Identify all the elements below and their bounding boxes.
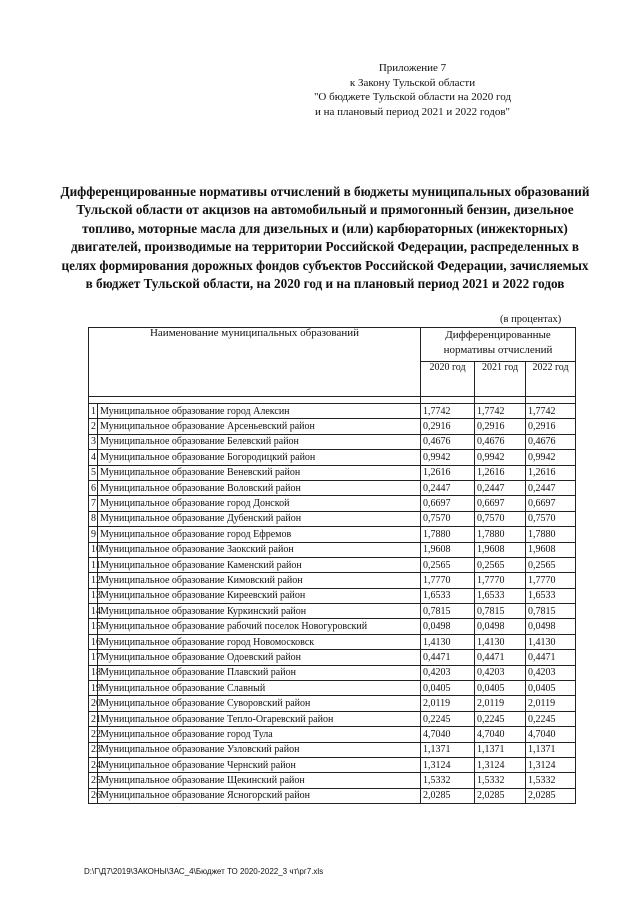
value-2022: 0,7570 [526,511,576,526]
row-name: Муниципальное образование Дубенский район [98,511,421,526]
value-2020: 0,2245 [421,711,475,726]
value-2022: 4,7040 [526,727,576,742]
value-2021: 0,4203 [475,665,526,680]
row-number: 24 [89,757,98,772]
value-2022: 0,2245 [526,711,576,726]
value-2020: 0,9942 [421,450,475,465]
table-row [89,557,576,572]
value-2022: 0,9942 [526,450,576,465]
row-name: Муниципальное образование город Ефремов [98,527,421,542]
appendix-number: Приложение 7 [378,62,447,74]
appendix-law: к Закону Тульской области [349,76,476,89]
value-2020: 0,7570 [421,511,475,526]
table-row [89,604,576,619]
table-body [89,404,576,804]
table-row [89,619,576,634]
row-number: 13 [89,588,98,603]
row-name: Муниципальное образование Богородицкий район [98,450,421,465]
value-2021: 1,1371 [475,742,526,757]
row-name: Муниципальное образование Ясногорский район [98,788,421,803]
row-number: 26 [89,788,98,803]
value-2021: 1,2616 [475,465,526,480]
row-name: Муниципальное образование Одоевский район [98,650,421,665]
value-2021: 0,7815 [475,604,526,619]
value-2021: 4,7040 [475,727,526,742]
table-row [89,742,576,757]
value-2022: 0,0498 [526,619,576,634]
value-2021: 0,7570 [475,511,526,526]
row-number: 10 [89,542,98,557]
row-name: Муниципальное образование Тепло-Огаревский район [98,711,421,726]
row-name: Муниципальное образование Куркинский район [98,604,421,619]
table-row [89,496,576,511]
row-number: 15 [89,619,98,634]
value-2020: 0,4471 [421,650,475,665]
value-2021: 0,2916 [475,419,526,434]
value-2020: 1,7770 [421,573,475,588]
row-number: 20 [89,696,98,711]
row-number: 9 [89,527,98,542]
table-row [89,480,576,495]
row-number: 17 [89,650,98,665]
row-number: 4 [89,450,98,465]
row-name: Муниципальное образование Белевский район [98,434,421,449]
table-row [89,665,576,680]
value-2021: 1,4130 [475,634,526,649]
table-row [89,727,576,742]
table-row [89,711,576,726]
row-name: Муниципальное образование город Донской [98,496,421,511]
header-year-2021: 2021 год [475,361,526,396]
table-row [89,434,576,449]
value-2022: 1,5332 [526,773,576,788]
value-2020: 0,2916 [421,419,475,434]
row-number: 6 [89,480,98,495]
value-2020: 0,2447 [421,480,475,495]
row-number: 8 [89,511,98,526]
value-2021: 0,0405 [475,681,526,696]
table-row [89,527,576,542]
value-2022: 0,7815 [526,604,576,619]
value-2021: 0,4676 [475,434,526,449]
value-2022: 0,4203 [526,665,576,680]
row-name: Муниципальное образование рабочий поселок Новогуровский [98,619,421,634]
table-row [89,573,576,588]
value-2020: 0,6697 [421,496,475,511]
value-2021: 0,2245 [475,711,526,726]
appendix-law-title-1: "О бюджете Тульской области на 2020 год [313,91,512,103]
value-2022: 1,7770 [526,573,576,588]
row-number: 3 [89,434,98,449]
row-name: Муниципальное образование Веневский район [98,465,421,480]
table-row [89,681,576,696]
row-number: 16 [89,634,98,649]
row-name: Муниципальное образование Воловский район [98,480,421,495]
value-2021: 0,2447 [475,480,526,495]
value-2022: 0,2916 [526,419,576,434]
appendix-law-title-2: и на плановый период 2021 и 2022 годов" [314,105,511,118]
row-number: 23 [89,742,98,757]
value-2020: 2,0285 [421,788,475,803]
file-path-footer: D:\Г\Д7\2019\ЗАКОНЫ\ЗАС_4\Бюджет ТО 2020-2022_3 чт\рг7.xls [84,867,324,876]
value-2022: 0,6697 [526,496,576,511]
row-name: Муниципальное образование Суворовский район [98,696,421,711]
row-name: Муниципальное образование Заокский район [98,542,421,557]
value-2020: 0,0498 [421,619,475,634]
appendix-reference [290,61,535,119]
row-number: 12 [89,573,98,588]
row-number: 5 [89,465,98,480]
table-row [89,450,576,465]
value-2021: 1,7880 [475,527,526,542]
table-row [89,757,576,772]
value-2022: 1,9608 [526,542,576,557]
table-row [89,634,576,649]
table-row [89,788,576,803]
value-2020: 1,6533 [421,588,475,603]
norms-table [88,327,576,804]
row-name: Муниципальное образование Кимовский район [98,573,421,588]
value-2020: 2,0119 [421,696,475,711]
row-name: Муниципальное образование Чернский район [98,757,421,772]
value-2021: 1,7742 [475,404,526,419]
table-row [89,511,576,526]
value-2021: 0,0498 [475,619,526,634]
table-row [89,650,576,665]
value-2021: 0,2565 [475,557,526,572]
row-name: Муниципальное образование город Алексин [98,404,421,419]
row-name: Муниципальное образование город Тула [98,727,421,742]
value-2021: 1,7770 [475,573,526,588]
table-row [89,588,576,603]
value-2022: 0,4471 [526,650,576,665]
header-year-2020: 2020 год [421,361,475,396]
value-2022: 1,4130 [526,634,576,649]
value-2022: 1,7880 [526,527,576,542]
row-name: Муниципальное образование город Новомосковск [98,634,421,649]
value-2021: 2,0119 [475,696,526,711]
header-year-2022: 2022 год [526,361,576,396]
row-number: 21 [89,711,98,726]
row-name: Муниципальное образование Славный [98,681,421,696]
table-row [89,542,576,557]
value-2020: 1,7742 [421,404,475,419]
value-2021: 1,3124 [475,757,526,772]
units-note: (в процентах) [500,314,562,325]
table-row [89,696,576,711]
value-2020: 1,7880 [421,527,475,542]
row-number: 22 [89,727,98,742]
table-row [89,465,576,480]
row-number: 18 [89,665,98,680]
table-row [89,404,576,419]
table-row [89,419,576,434]
row-name: Муниципальное образование Арсеньевский район [98,419,421,434]
document-title: Дифференцированные нормативы отчислений в бюджеты муниципальных образований Тульской области от акцизов на автомобильный и прямогонный бензин, дизельное топливо, моторные масла для дизельных и (или) карбюраторных (инжекторных) двигателей, производимые на территории Российской Федерации, распределенных в целях формирования дорожных фондов субъектов Российской Федерации, зачисляемых в бюджет Тульской области, на 2020 год и на плановый период 2021 и 2022 годов [60,184,590,292]
header-spacer-row [89,397,576,404]
row-number: 2 [89,419,98,434]
header-norms-text: Дифференцированные нормативы отчислений [443,329,553,356]
value-2022: 2,0119 [526,696,576,711]
value-2021: 1,6533 [475,588,526,603]
value-2020: 0,4203 [421,665,475,680]
value-2020: 1,5332 [421,773,475,788]
value-2020: 1,9608 [421,542,475,557]
value-2020: 0,7815 [421,604,475,619]
value-2020: 1,4130 [421,634,475,649]
value-2021: 1,5332 [475,773,526,788]
value-2021: 1,9608 [475,542,526,557]
value-2020: 0,0405 [421,681,475,696]
table-row [89,773,576,788]
value-2022: 1,1371 [526,742,576,757]
value-2021: 0,6697 [475,496,526,511]
value-2020: 0,4676 [421,434,475,449]
row-name: Муниципальное образование Узловский район [98,742,421,757]
value-2022: 0,4676 [526,434,576,449]
header-name: Наименование муниципальных образований [89,328,421,397]
value-2022: 0,2447 [526,480,576,495]
value-2022: 1,3124 [526,757,576,772]
row-number: 25 [89,773,98,788]
row-number: 19 [89,681,98,696]
value-2022: 0,0405 [526,681,576,696]
row-name: Муниципальное образование Каменский район [98,557,421,572]
value-2021: 2,0285 [475,788,526,803]
row-number: 11 [89,557,98,572]
header-norms [421,328,576,362]
value-2022: 2,0285 [526,788,576,803]
value-2020: 1,1371 [421,742,475,757]
value-2021: 0,4471 [475,650,526,665]
value-2020: 4,7040 [421,727,475,742]
row-number: 7 [89,496,98,511]
value-2022: 0,2565 [526,557,576,572]
value-2021: 0,9942 [475,450,526,465]
row-number: 1 [89,404,98,419]
value-2020: 1,2616 [421,465,475,480]
row-name: Муниципальное образование Плавский район [98,665,421,680]
value-2022: 1,7742 [526,404,576,419]
value-2022: 1,6533 [526,588,576,603]
row-name: Муниципальное образование Киреевский район [98,588,421,603]
value-2020: 1,3124 [421,757,475,772]
row-name: Муниципальное образование Щекинский район [98,773,421,788]
value-2020: 0,2565 [421,557,475,572]
row-number: 14 [89,604,98,619]
value-2022: 1,2616 [526,465,576,480]
